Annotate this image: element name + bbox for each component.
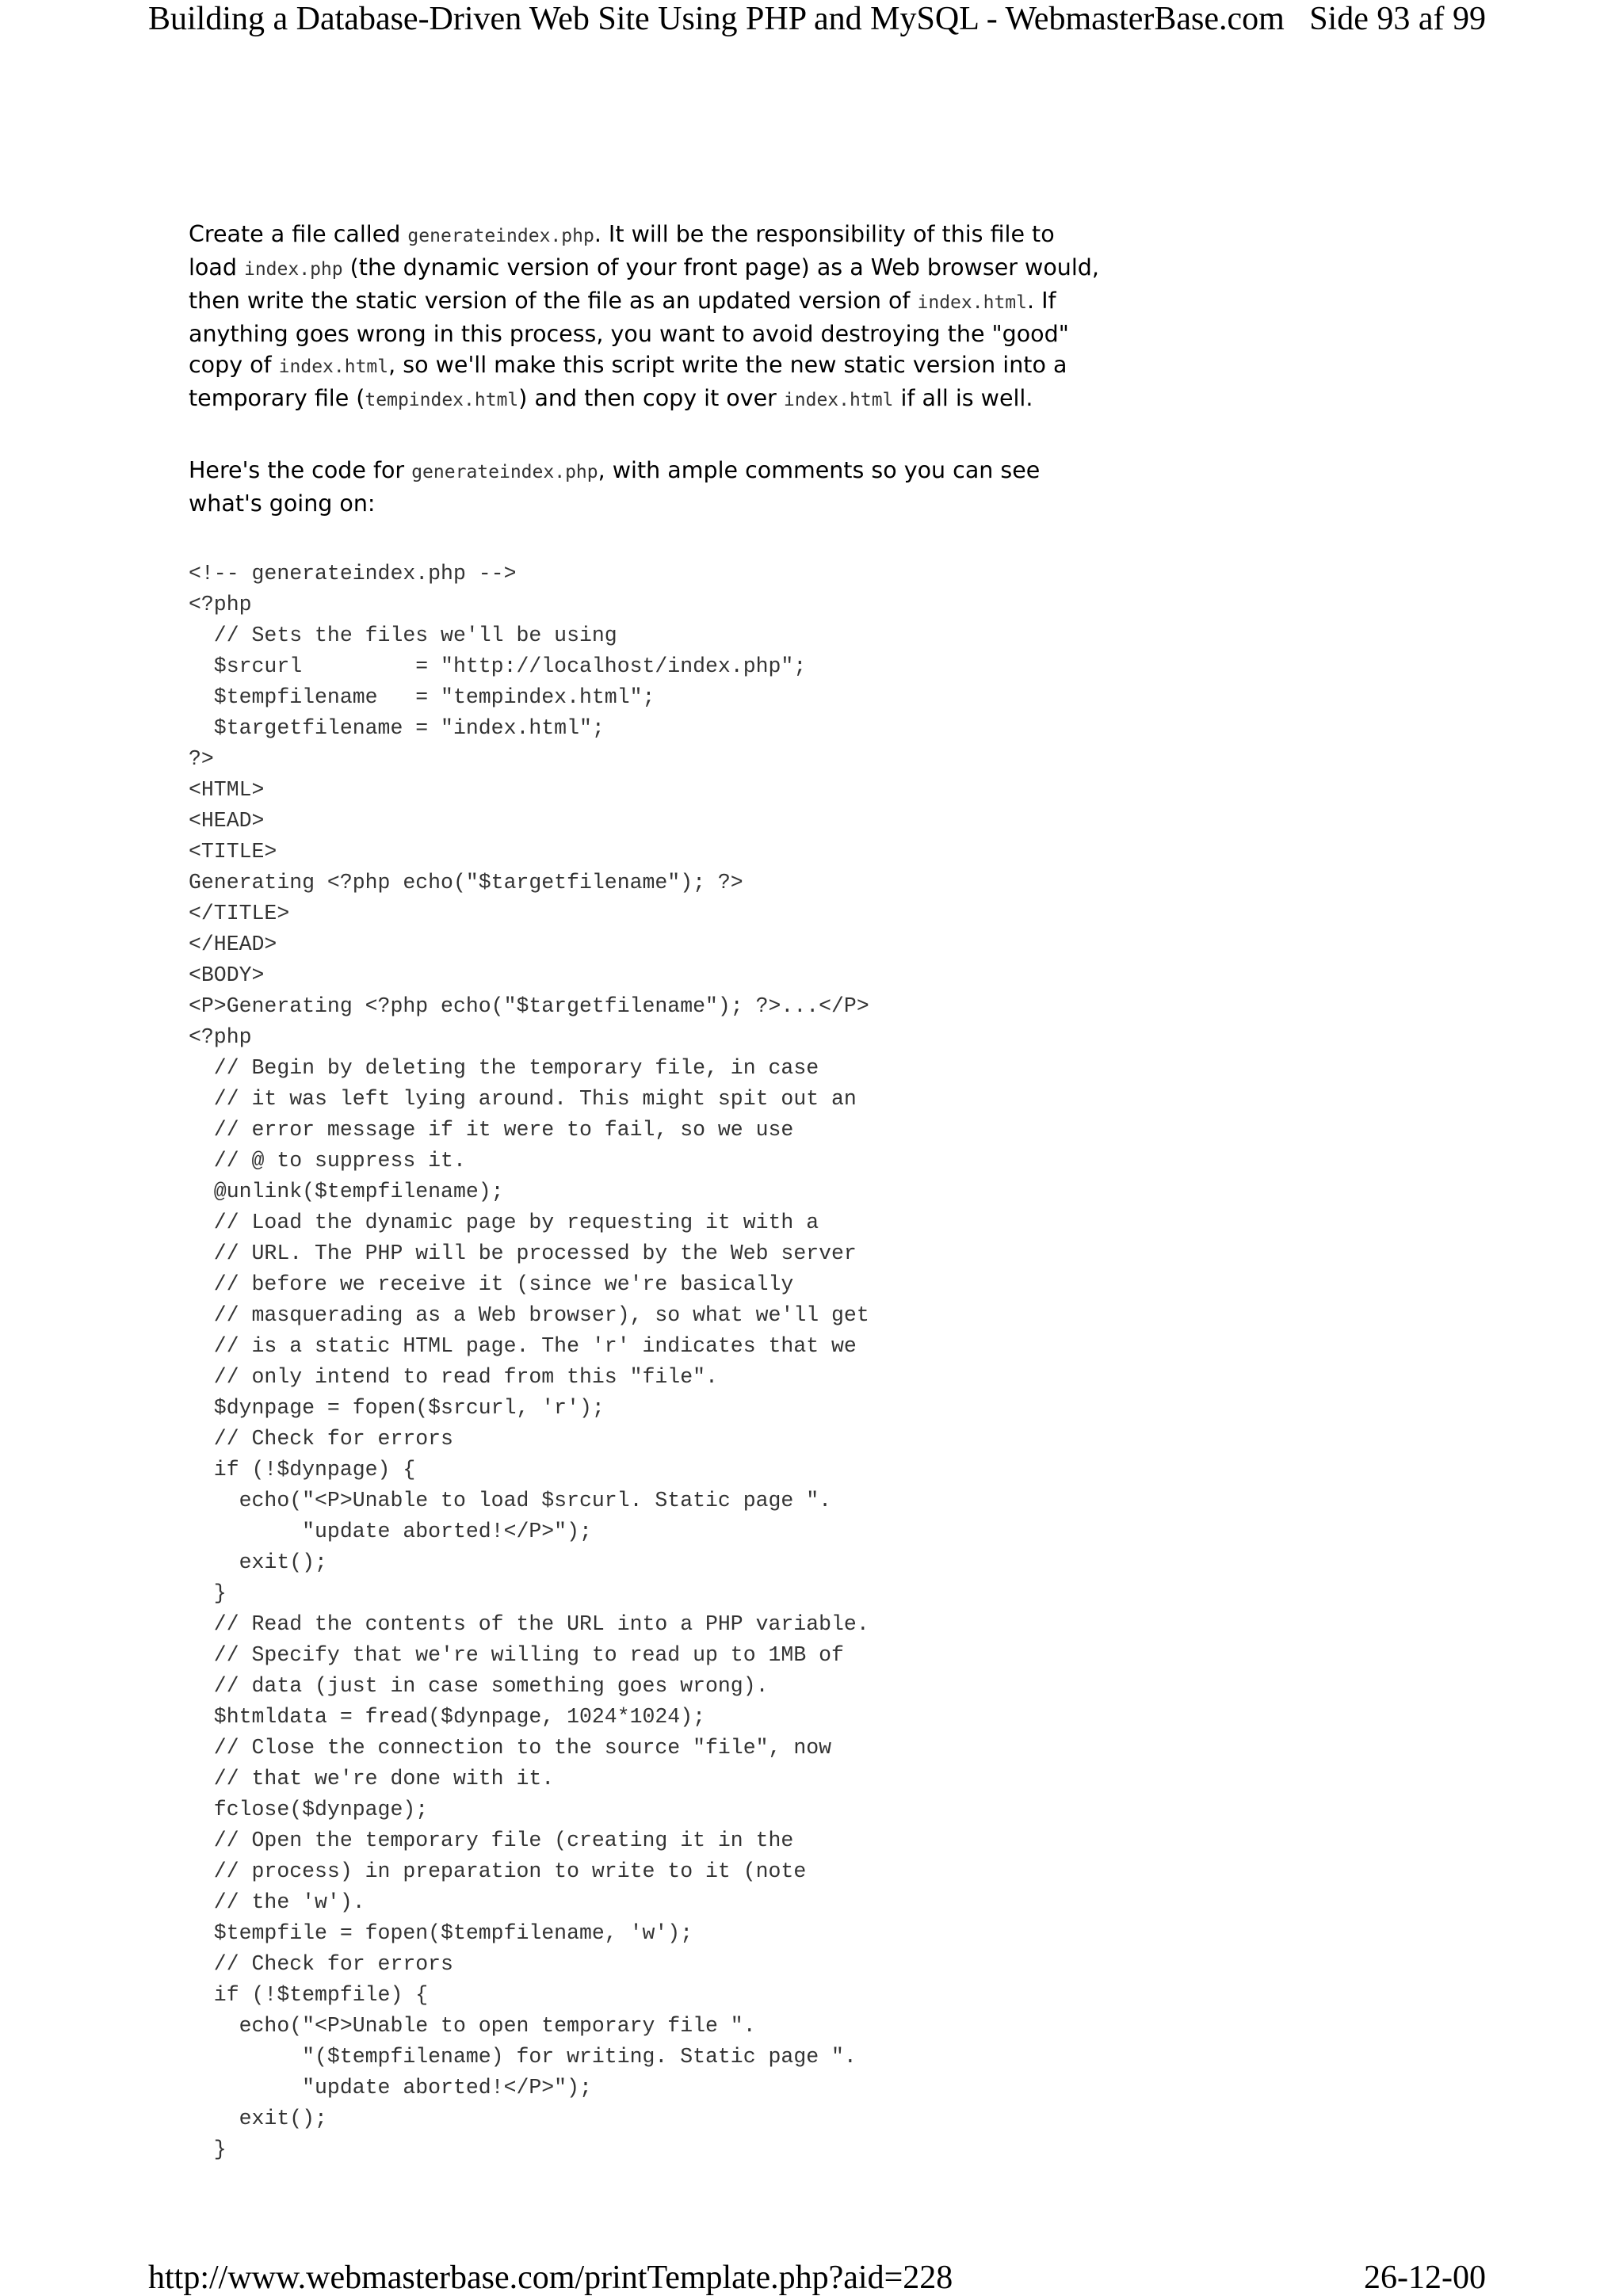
code-line: Generating <?php echo("$targetfilename"); ?> (189, 871, 743, 894)
page-number: Side 93 af 99 (1309, 1, 1486, 37)
code-line: @unlink($tempfilename); (189, 1180, 504, 1203)
code-line: // the 'w'). (189, 1890, 365, 1914)
code-line: $dynpage = fopen($srcurl, 'r'); (189, 1396, 605, 1420)
intro-line-5: copy of index.html, so we'll make this script write the new static version into a (189, 352, 1067, 378)
code-line: $tempfile = fopen($tempfilename, 'w'); (189, 1921, 693, 1945)
intro-line-4: anything goes wrong in this process, you want to avoid destroying the "good" (189, 321, 1069, 347)
inline-code: index.html (278, 357, 389, 377)
code-line: // @ to suppress it. (189, 1149, 466, 1173)
code-line: </TITLE> (189, 902, 290, 925)
article-content (189, 219, 1171, 2165)
code-line: // it was left lying around. This might spit out an (189, 1087, 857, 1111)
page-footer (148, 2260, 1486, 2296)
intro-line-2: load index.php (the dynamic version of your front page) as a Web browser would, (189, 254, 1099, 280)
code-line: // Open the temporary file (creating it in the (189, 1829, 794, 1852)
code-line: // that we're done with it. (189, 1767, 555, 1791)
code-line: // is a static HTML page. The 'r' indicates that we (189, 1334, 857, 1358)
code-line: // data (just in case something goes wrong). (189, 1674, 769, 1698)
code-line: "update aborted!</P>"); (189, 1520, 592, 1543)
code-line: echo("<P>Unable to open temporary file ". (189, 2014, 756, 2038)
code-line: echo("<P>Unable to load $srcurl. Static page ". (189, 1489, 832, 1512)
code-line: <TITLE> (189, 840, 277, 864)
code-line: exit(); (189, 1550, 327, 1574)
intro-line-6: temporary file (tempindex.html) and then copy it over index.html if all is well. (189, 385, 1033, 411)
inline-code: index.html (917, 292, 1027, 313)
code-line: // Specify that we're willing to read up to 1MB of (189, 1643, 844, 1667)
code-line: "update aborted!</P>"); (189, 2076, 592, 2100)
intro-line-1: Create a file called generateindex.php. It will be the responsibility of this file to (189, 221, 1055, 247)
code-line: // Check for errors (189, 1427, 453, 1451)
code-line: $srcurl = "http://localhost/index.php"; (189, 654, 807, 678)
code-line: // Close the connection to the source "file", now (189, 1736, 832, 1760)
page-header (148, 0, 1486, 44)
code-line: // masquerading as a Web browser), so what we'll get (189, 1303, 869, 1327)
code-listing (189, 559, 1171, 2165)
code-line: <HEAD> (189, 809, 265, 833)
inline-code: generateindex.php (407, 226, 594, 246)
document-title: Building a Database-Driven Web Site Using PHP and MySQL - WebmasterBase.com (148, 1, 1285, 37)
code-line: // Sets the files we'll be using (189, 624, 617, 647)
code-line: $tempfilename = "tempindex.html"; (189, 685, 655, 709)
code-line: // process) in preparation to write to it (note (189, 1859, 807, 1883)
intro-line-3: then write the static version of the file as an updated version of index.html. If (189, 288, 1056, 314)
code-line: } (189, 2138, 227, 2161)
code-line: "($tempfilename) for writing. Static page ". (189, 2045, 857, 2069)
inline-code: index.php (243, 259, 343, 280)
code-line: fclose($dynpage); (189, 1798, 429, 1821)
intro-paragraph (189, 219, 1171, 416)
code-line: // only intend to read from this "file". (189, 1365, 718, 1389)
code-intro-paragraph (189, 455, 1171, 519)
code-line: } (189, 1581, 227, 1605)
code-line: <!-- generateindex.php --> (189, 562, 517, 585)
code-line: </HEAD> (189, 933, 277, 956)
code-intro-line-2: what's going on: (189, 490, 376, 517)
code-line: $targetfilename = "index.html"; (189, 716, 605, 740)
print-date: 26-12-00 (1364, 2260, 1486, 2296)
code-line: // Read the contents of the URL into a PHP variable. (189, 1612, 869, 1636)
code-line: // before we receive it (since we're basically (189, 1272, 794, 1296)
code-line: ?> (189, 747, 214, 771)
code-line: // Begin by deleting the temporary file, in case (189, 1056, 819, 1080)
code-line: if (!$tempfile) { (189, 1983, 429, 2007)
code-line: <?php (189, 1025, 252, 1049)
code-line: <BODY> (189, 963, 265, 987)
code-line: // error message if it were to fail, so we use (189, 1118, 794, 1142)
code-line: if (!$dynpage) { (189, 1458, 416, 1482)
source-url: http://www.webmasterbase.com/printTemplate.php?aid=228 (148, 2260, 953, 2296)
code-line: <?php (189, 593, 252, 616)
code-line: // URL. The PHP will be processed by the Web server (189, 1241, 857, 1265)
inline-code: tempindex.html (365, 390, 519, 410)
code-line: exit(); (189, 2107, 327, 2130)
code-line: $htmldata = fread($dynpage, 1024*1024); (189, 1705, 706, 1729)
code-line: // Check for errors (189, 1952, 453, 1976)
code-line: <HTML> (189, 778, 265, 802)
inline-code: index.html (783, 390, 894, 410)
code-intro-line-1: Here's the code for generateindex.php, with ample comments so you can see (189, 457, 1041, 483)
inline-code: generateindex.php (411, 462, 598, 482)
code-line: <P>Generating <?php echo("$targetfilename"); ?>...</P> (189, 994, 869, 1018)
code-line: // Load the dynamic page by requesting it with a (189, 1211, 819, 1234)
